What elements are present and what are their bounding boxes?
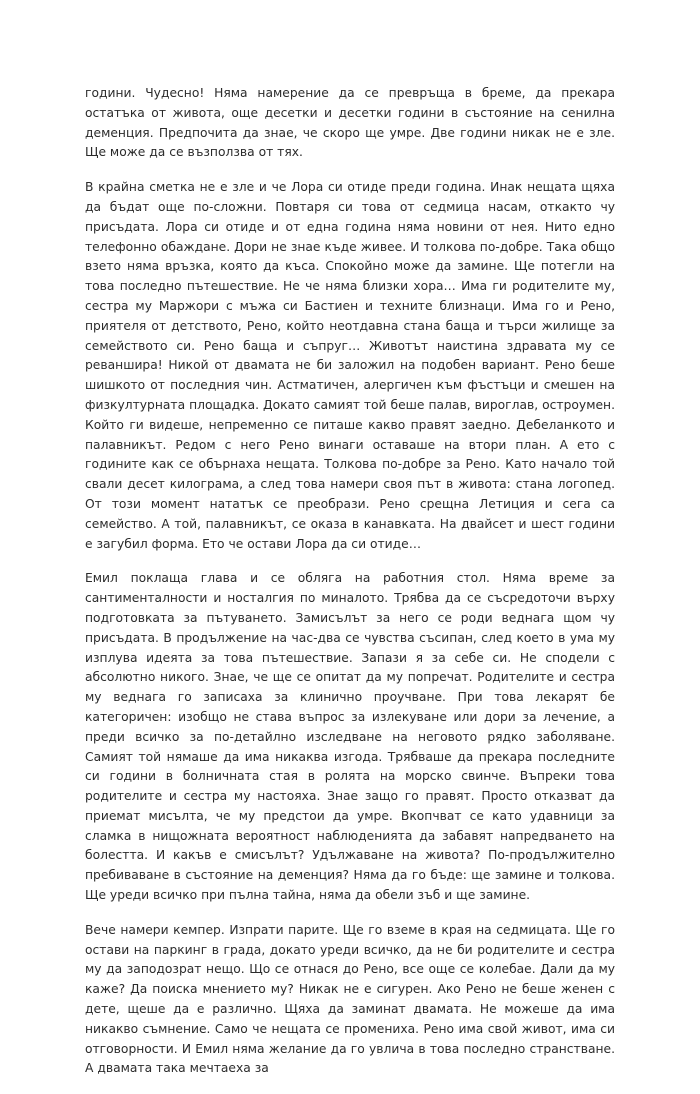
paragraph-1: години. Чудесно! Няма намерение да се превръща в бреме, да прекара остатъка от живота, още десетки и десетки години в състояние на сенилна деменция. Предпочита да знае, че скоро ще умре. Две години никак не е зле. Ще може да се възползва от тях. [85,86,615,160]
paragraph-4: Вече намери кемпер. Изпрати парите. Ще го вземе в края на седмицата. Ще го остави на паркинг в града, докато уреди всичко, да не би родителите и сестра му да заподозрат нещо. Що се отнася до Рено, все още се колебае. Дали да му каже? Да поиска мнението му? Никак не е сигурен. Ако Рено не беше женен с дете, щеше да е различно. Щяха да заминат двамата. Не можеше да има никакво съмнение. Само че нещата се промениха. Рено има свой живот, има си отговорности. И Емил няма желание да го увлича в това последно странстване. А двамата така мечтаеха за [85,922,615,1076]
document-body [85,84,615,1094]
paragraph-3: Емил поклаща глава и се обляга на работния стол. Няма време за сантименталности и носталгия по миналото. Трябва да се съсредоточи върху подготовката за пътуването. Замисълът за него се роди веднага щом чу присъдата. В продължение на час-два се чувства съсипан, след което в ума му изплува идеята за това пътешествие. Запази я за себе си. Не сподели с абсолютно никого. Знае, че ще се опитат да му попречат. Родителите и сестра му веднага го записаха за клинично проучване. При това лекарят бе категоричен: изобщо не става въпрос за излекуване или дори за лечение, а преди всичко за по-детайлно изследване на неговото рядко заболяване. Самият той нямаше да има никаква изгода. Трябваше да прекара последните си години в болничната стая в ролята на морско свинче. Въпреки това родителите и сестра му настояха. Знае защо го правят. Просто отказват да приемат мисълта, че му предстои да умре. Вкопчват се като удавници за сламка в нищожната вероятност наблюденията да забавят напредването на болестта. И какъв е смисълът? Удължаване на живота? По-продължително пребиваване в състояние на деменция? Няма да го бъде: ще замине и толкова. Ще уреди всичко при пълна тайна, няма да обели зъб и ще замине. [85,571,615,903]
paragraph-2: В крайна сметка не е зле и че Лора си отиде преди година. Инак нещата щяха да бъдат още по-сложни. Повтаря си това от седмица насам, откакто чу присъдата. Лора си отиде и от една година няма новини от нея. Нито едно телефонно обаждане. Дори не знае къде живее. И толкова по-добре. Така общо взето няма връзка, която да къса. Спокойно може да замине. Ще потегли на това последно пътешествие. Не че няма близки хора… Има ги родителите му, сестра му Маржори с мъжа си Бастиен и техните близнаци. Има го и Рено, приятеля от детството, Рено, който неотдавна стана баща и търси жилище за семейството си. Рено баща и съпруг… Животът наистина здравата му се реваншира! Никой от двамата не би заложил на подобен вариант. Рено беше шишкото от последния чин. Астматичен, алергичен към фъстъци и смешен на физкултурната площадка. Докато самият той беше палав, вироглав, остроумен. Който ги видеше, непременно се питаше какво правят заедно. Дебеланкото и палавникът. Редом с него Рено винаги оставаше на втори план. А ето с годините как се обърнаха нещата. Толкова по-добре за Рено. Като начало той свали десет килограма, а след това намери своя път в живота: стана логопед. От този момент нататък се преобрази. Рено срещна Летиция и сега са семейство. А той, палавникът, се оказа в канавката. На двайсет и шест години е загубил форма. Ето че остави Лора да си отиде… [85,180,615,551]
